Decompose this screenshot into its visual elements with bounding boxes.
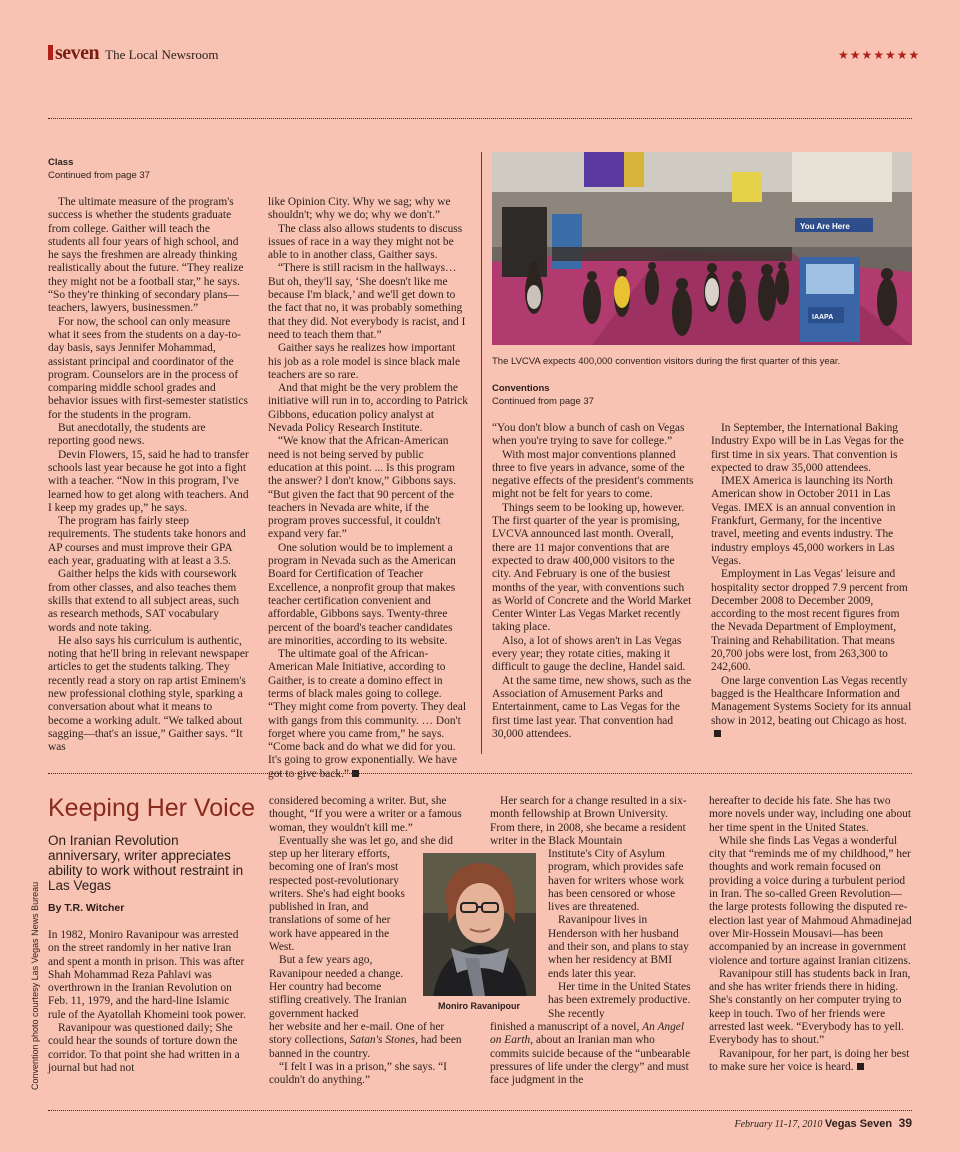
you-are-here-sign: You Are Here	[800, 222, 850, 231]
masthead	[48, 42, 219, 65]
page-folio	[735, 1116, 913, 1130]
conventions-story-label	[492, 382, 594, 408]
voice-column-3-top	[490, 795, 692, 848]
page-number: 39	[898, 1116, 912, 1130]
class-column-2	[268, 196, 468, 781]
paragraph: But anecdotally, the students are reporting good news.	[48, 422, 206, 448]
class-continued: Continued from page 37	[48, 170, 150, 181]
paragraph	[711, 675, 912, 741]
paragraph: considered becoming a writer. But, she thought, “If you were a writer or a famous woman, they wouldn't kill me.”	[269, 795, 462, 834]
paragraph: The ultimate measure of the program's success is whether the students graduate from college. Gaither will teach the students all four years of high school, and he says the freshmen are already thinking realistically about the future. “They realize they might not be a football star,” he says. “So they're thinking of secondary plans—teachers, lawyers, businessmen.”	[48, 196, 244, 315]
paragraph-text: her website and her e-mail. One of her story collections,	[269, 1021, 445, 1047]
class-story-label	[48, 156, 150, 182]
paragraph: Her search for a change resulted in a six-month fellowship at Brown University. From there, in 2008, she became a resident writer in the Black Mountain	[490, 795, 687, 847]
paragraph: Things seem to be looking up, however. The first quarter of the year is promising, LVCVA announced last month. Overall, there are 11 major conventions that are expected to draw 400,000 visitors to the city. And February is one of the busiest months of the year, with conventions such as World of Concrete and the World Market Center Winter Las Vegas Market recently taking place.	[492, 501, 692, 634]
column-rule	[481, 152, 482, 754]
rating-stars: ★★★★★★★	[838, 48, 921, 62]
paragraph-text: , had been banned in the country.	[269, 1034, 462, 1060]
middle-divider	[48, 773, 912, 774]
convention-photo-caption: The LVCVA expects 400,000 convention visitors during the first quarter of this year.	[492, 356, 841, 367]
paragraph: And that might be the very problem the initiative will run in to, according to Patrick Gibbons, education policy analyst at Nevada Policy Research Institute.	[268, 382, 468, 435]
paragraph: One solution would be to implement a program in Nevada such as the American Board for Certification of Teacher Excellence, a nonprofit group that makes teacher certification convenient and affordable, Gibbons says. Twenty-three percent of the board's teacher candidates are minorities, according to its website.	[268, 541, 456, 647]
convention-photo-graphic	[492, 152, 912, 345]
paragraph: In September, the International Baking Industry Expo will be in Las Vegas for the first time in six years. That convention is expected to draw 35,000 attendees.	[711, 422, 904, 474]
paragraph: Ravanipour still has students back in Iran, and she has writer friends there in hiding. She's constantly on her computer trying to keep in touch. Two of her friends were arrested last week. “Everybody has to yell. Everybody has to shout.”	[709, 967, 911, 1047]
voice-deck: On Iranian Revolution anniversary, writer appreciates ability to work without restraint in Las Vegas	[48, 833, 244, 893]
paragraph: Also, a lot of shows aren't in Las Vegas every year; they rotate cities, making it difficult to gauge the decline, Handel said.	[492, 634, 686, 674]
paragraph: “You don't blow a bunch of cash on Vegas when you're trying to save for college.”	[492, 422, 685, 448]
paragraph: Employment in Las Vegas' leisure and hospitality sector dropped 7.9 percent from December 2008 to December 2009, according to the most recent figures from the Nevada Department of Employment, Training and Rehabilitation. That means 20,700 jobs were lost, from 263,300 to 242,600.	[711, 568, 908, 674]
paragraph: “We know that the African-American need is not being served by public education at this point. ... Is this program the answer? I don't know,” Gibbons says. “But given the fact that 90 percent of the teachers in Nevada are white, if the program proves successful, it couldn't expand very far.”	[268, 435, 456, 541]
bottom-divider	[48, 1110, 912, 1111]
paragraph: With most major conventions planned three to five years in advance, some of the negative effects of the president's comments might not be felt for years to come.	[492, 448, 694, 501]
photo-credit: Convention photo courtesy Las Vegas News Bureau	[30, 881, 40, 1090]
paragraph: Gaither says he realizes how important his job as a role model is since black male teachers are so rare.	[268, 342, 461, 381]
portrait-photo	[423, 853, 536, 996]
paragraph: Ravanipour lives in Henderson with her husband and their son, and plans to stay when her residency at BMI ends later this year.	[548, 914, 689, 980]
class-column-1	[48, 196, 249, 754]
voice-byline: By T.R. Witcher	[48, 902, 125, 914]
paragraph: “There is still racism in the hallways… But oh, they'll say, ‘She doesn't like me because I'm black,’ and we'll get down to the fact that no, it was probably something that they did. Not everybody is racist, and I need to teach them that.”	[268, 262, 466, 341]
book-title: An Angel on Earth	[490, 1021, 685, 1047]
paragraph: Devin Flowers, 15, said he had to transfer schools last year because he got into a fight with a teacher. “Now in this program, I've learned how to get along with teachers. And I keep my grades up,” he says.	[48, 448, 249, 514]
paragraph: In 1982, Moniro Ravanipour was arrested on the street randomly in her native Iran and spent a month in prison. This was after Shah Mohammad Reza Pahlavi was overthrown in the Iranian Revolution on Feb. 11, 1979, and the hard-line Islamic rule of the Ayatollah Khomeini took power.	[48, 929, 246, 1021]
paragraph: The program has fairly steep requirements. The students take honors and AP courses and must improve their GPA each year, graduating with at least a 3.5.	[48, 515, 246, 568]
paragraph	[490, 1021, 692, 1087]
logo: seven	[55, 42, 100, 64]
paragraph-text: One large convention Las Vegas recently bagged is the Healthcare Information and Management Systems Society for its annual show in 2012, beating out Chicago as host.	[711, 674, 912, 727]
paragraph: For now, the school can only measure what it sees from the students on a day-to-day basis, says Jennifer Mohammad, assistant principal and coordinator of the program. Counselors are in the process of comparing middle school grades and behavior issues with first-semester statistics for the students in the program.	[48, 315, 248, 421]
conventions-column-2	[711, 422, 912, 741]
class-story-title: Class	[48, 157, 74, 168]
voice-column-3-wrap	[548, 848, 692, 1021]
paragraph: Gaither helps the kids with coursework from other classes, and also teaches them skills that extend to all subject areas, such as research methods, SAT vocabulary words and note taking.	[48, 568, 240, 634]
end-mark-icon	[857, 1063, 864, 1070]
paragraph: Institute's City of Asylum program, which provides safe haven for writers whose work has been censored or whose lives are threatened.	[548, 848, 685, 914]
paragraph: He also says his curriculum is authentic, noting that he'll bring in relevant newspaper articles to get the students talking. They recently read a story on rap artist Eminem's new professional clothing style, sparking a conversation about what it means to become a working adult. “We talked about sagging—that's an issue,” Gaither says. “It was	[48, 634, 249, 754]
logo-mark	[48, 45, 53, 60]
paragraph: Her time in the United States has been extremely productive. She recently	[548, 980, 691, 1020]
paragraph-text: The ultimate goal of the African-American Male Initiative, according to Gaither, is to create a domino effect in terms of black males going to college. “They might come from poverty. They deal with gangs from this community. … Don't forget where you came from,” he says. “Come back and do what we did for you. It's going to grow exponentially. We have got to give back.”	[268, 648, 467, 780]
paragraph: “I felt I was in a prison,” she says. “I couldn't do anything.”	[269, 1060, 447, 1087]
publication-name: Vegas Seven	[824, 1118, 893, 1130]
paragraph	[268, 648, 468, 781]
book-title: Satan's Stones	[349, 1034, 416, 1047]
paragraph: Eventually she was let go, and she did	[279, 834, 453, 847]
voice-column-4	[709, 795, 912, 1074]
voice-headline: Keeping Her Voice	[48, 794, 256, 822]
paragraph-text: finished a manuscript of a novel,	[490, 1021, 643, 1033]
paragraph	[269, 1021, 465, 1061]
booth-sign: IAAPA	[812, 314, 834, 321]
paragraph: like Opinion City. Why we sag; why we shouldn't; why we do; why we don't.”	[268, 196, 451, 222]
conventions-story-title: Conventions	[492, 383, 550, 394]
issue-date: February 11-17, 2010	[734, 1119, 823, 1130]
paragraph	[709, 1048, 912, 1075]
paragraph-text: Ravanipour, for her part, is doing her best to make sure her voice is heard.	[709, 1047, 910, 1073]
convention-photo	[492, 152, 912, 345]
top-divider	[48, 118, 912, 119]
paragraph: IMEX America is launching its North American show in October 2011 in Las Vegas. IMEX is an annual convention in Frankfurt, Germany, for the incentive travel, meeting and events industry. The industry employs 45,000 workers in Las Vegas.	[711, 475, 896, 567]
portrait-caption: Moniro Ravanipour	[438, 1001, 521, 1011]
paragraph: step up her literary efforts, becoming one of Iran's most respected post-revolutionary writers. She's had eight books published in Iran, and translations of some of her work have appeared in the West.	[269, 848, 405, 954]
voice-column-2-top	[269, 795, 465, 848]
voice-column-2-bottom	[269, 1021, 465, 1087]
voice-column-2-wrap	[269, 848, 415, 1021]
portrait-graphic	[423, 853, 536, 996]
conventions-column-1	[492, 422, 694, 741]
paragraph: But a few years ago, Ravanipour needed a change. Her country had become stifling creatively. The Iranian government hacked	[269, 954, 407, 1020]
paragraph-text: , about an Iranian man who commits suicide because of the “unbearable pressures of life under the clergy” and must face judgment in the	[490, 1034, 691, 1087]
paragraph: The class also allows students to discuss issues of race in a way they might not be able to in another class, Gaither says.	[268, 222, 463, 262]
voice-column-1	[48, 929, 250, 1075]
paragraph: Ravanipour was questioned daily; She could hear the sounds of torture down the corridor. To that point she had written in a journal but had not	[48, 1022, 240, 1074]
voice-column-3-bottom	[490, 1021, 692, 1087]
paragraph: At the same time, new shows, such as the Association of Amusement Parks and Entertainment, came to Las Vegas for the first time last year. That convention had 30,000 attendees.	[492, 674, 692, 740]
section-name: The Local Newsroom	[105, 47, 219, 62]
conventions-continued: Continued from page 37	[492, 396, 594, 407]
paragraph: While she finds Las Vegas a wonderful city that “reminds me of my childhood,” her thoughts and work remain focused on providing a voice during a turbulent period in Iran. The so-called Green Revolution—the large protests following the disputed re-election last year of Mahmoud Ahmadinejad over Mir-Hossein Mousavi—has been accompanied by an increase in government violence and torture against Iranian citizens.	[709, 834, 912, 967]
paragraph: hereafter to decide his fate. She has two more novels under way, including one about her time spent in the United States.	[709, 795, 912, 834]
end-mark-icon	[714, 730, 721, 737]
